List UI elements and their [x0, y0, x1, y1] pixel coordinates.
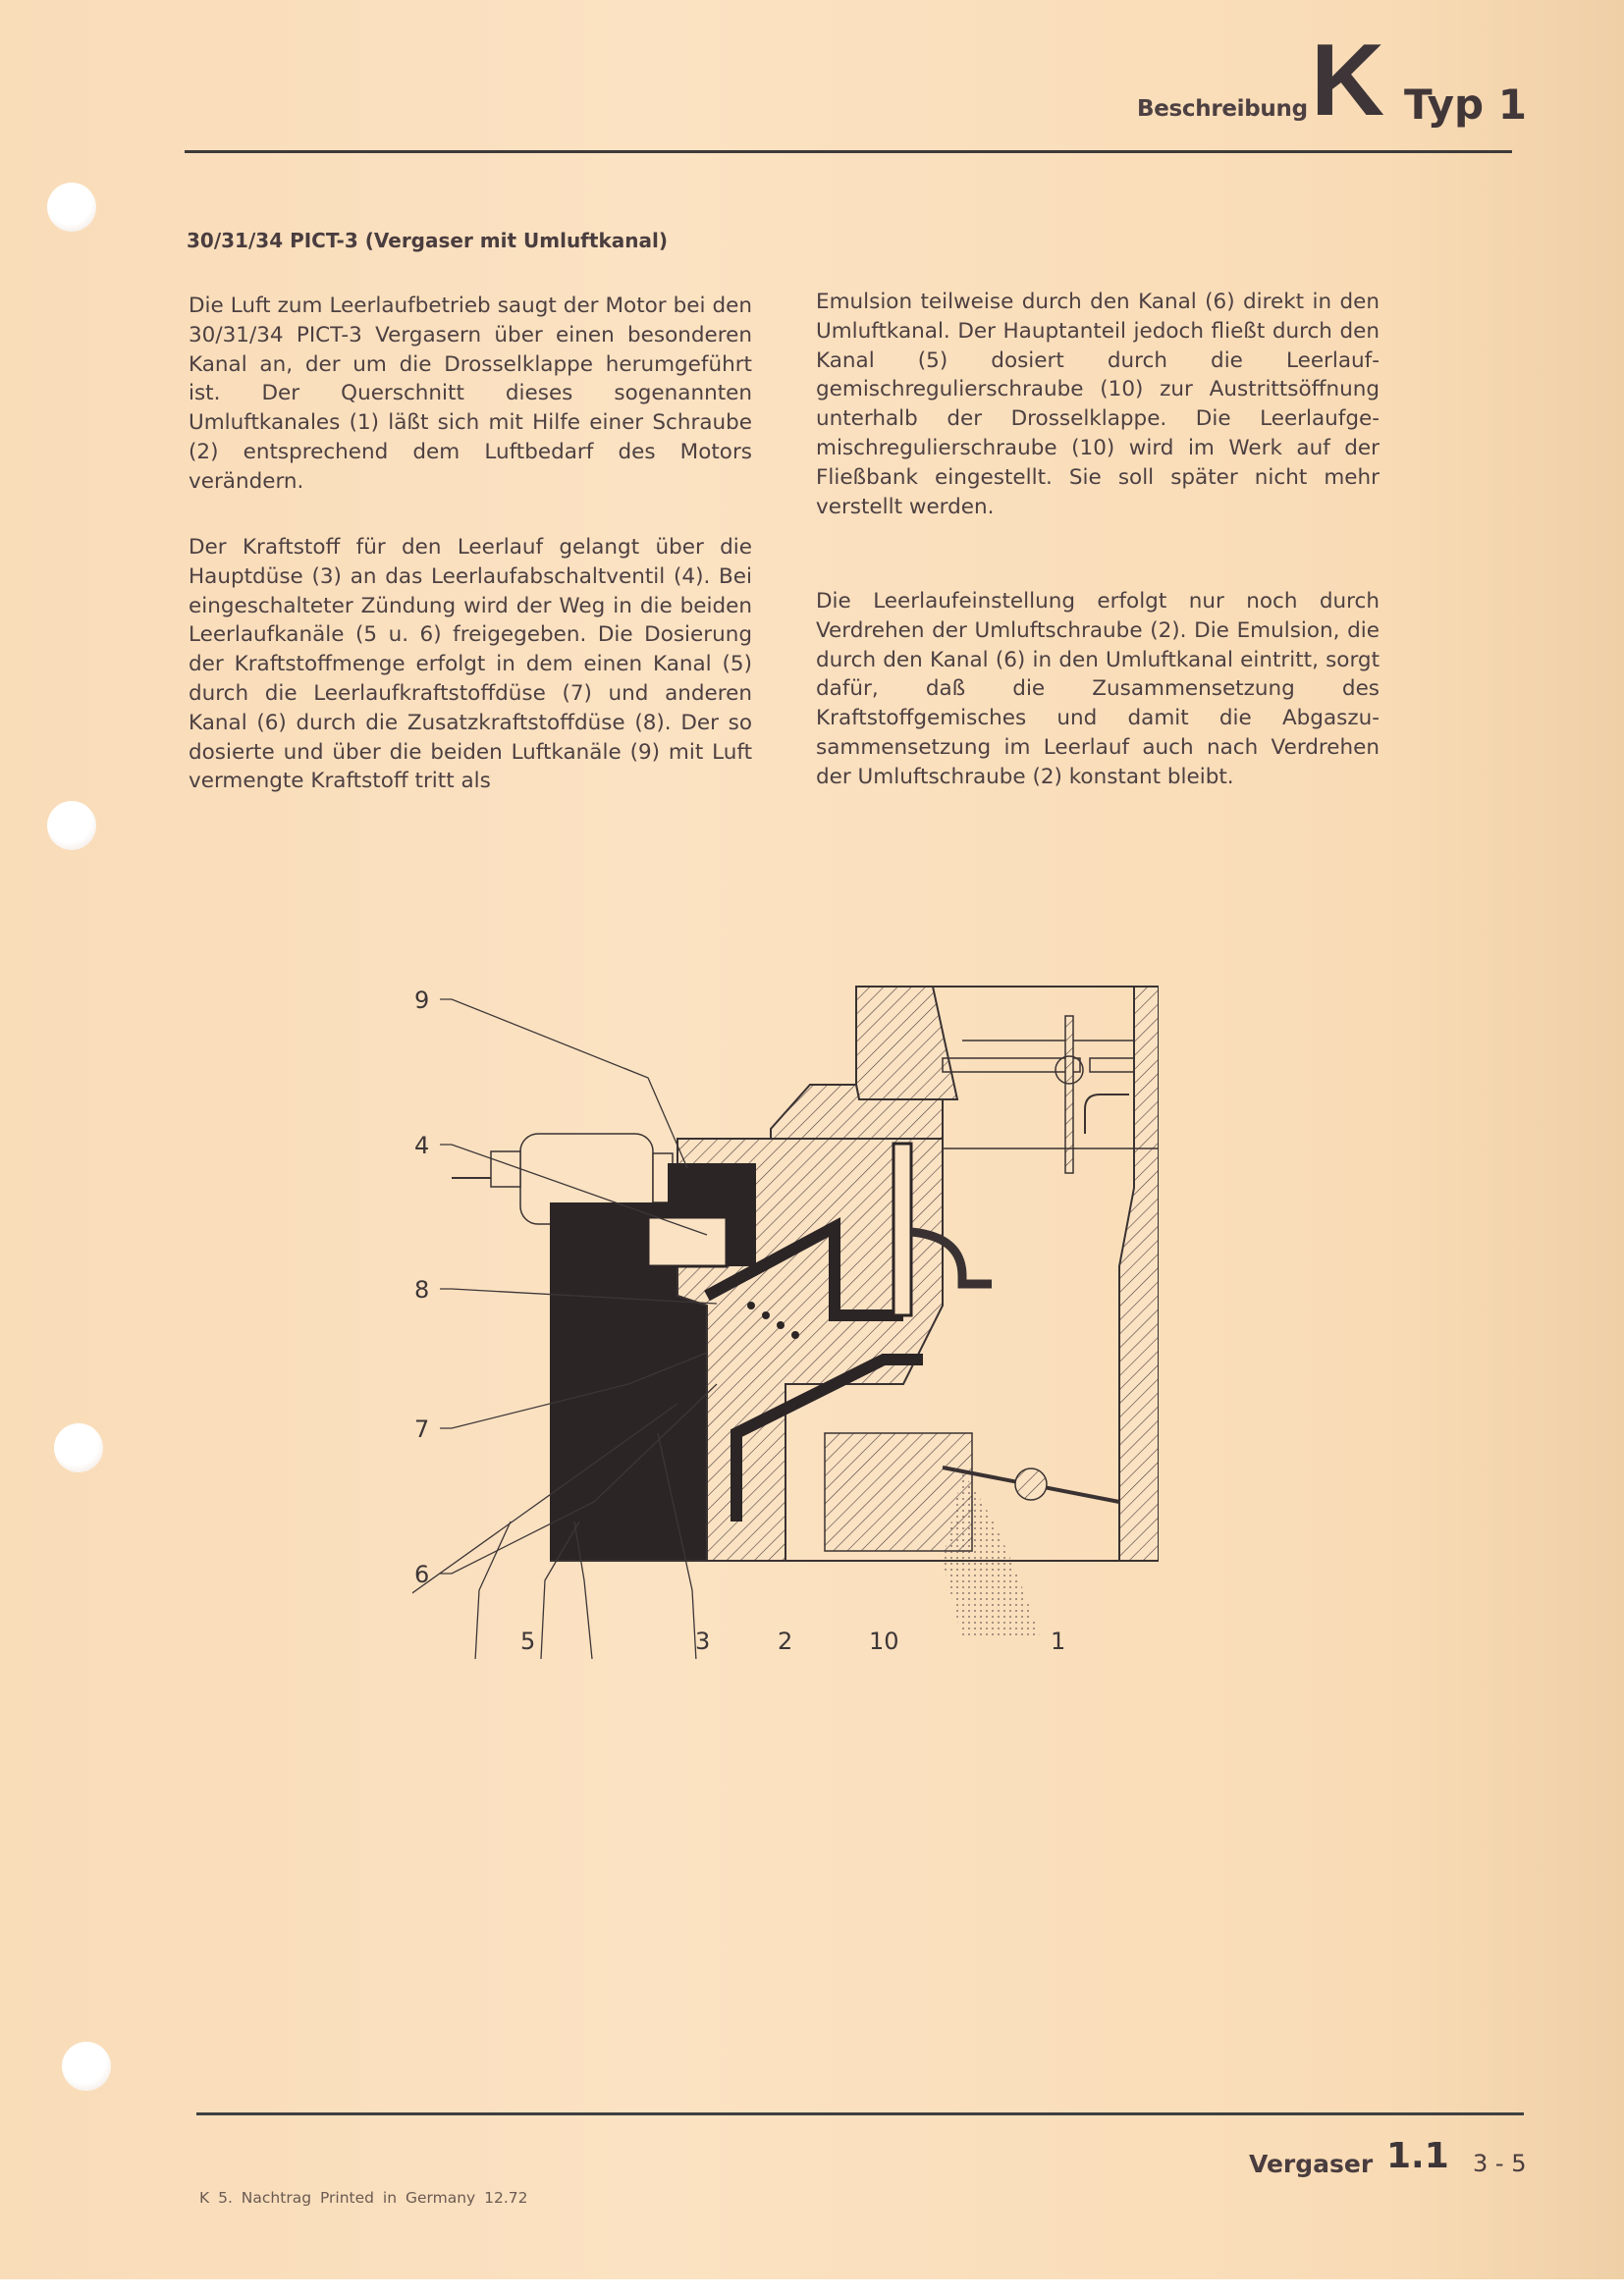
callout-7: 7	[414, 1415, 430, 1443]
left-paragraph-1: Die Luft zum Leerlaufbetrieb saugt der Motor bei den 30/31/34 PICT-3 Vergasern über einen besonderen Kanal an, der um die Drosselklappe herumgeführt ist. Der Querschnitt dieses sogenannten Umluftkanales (1) läßt sich mit Hilfe einer Schraube (2) entsprechend dem Luftbedarf des Motors verändern.	[189, 294, 752, 494]
header-vehicle-type: Typ 1	[1404, 80, 1527, 129]
punch-hole-4	[62, 2042, 111, 2091]
header-rule	[185, 150, 1512, 153]
right-paragraph-2: Die Leerlaufeinstellung erfolgt nur noch durch Verdrehen der Umluftschraube (2). Die Emulsion, die durch den Kanal (6) in den Umluftkanal eintritt, sorgt dafür, daß die Zusammensetzung des Kraftstoffgemisches und damit die Abgaszusammensetzung im Leerlauf auch nach Verdrehen der Umluftschraube (2) konstant bleibt.	[816, 589, 1380, 789]
footer-page-number: 3 - 5	[1473, 2150, 1527, 2177]
header-section-label: Beschreibung	[1137, 96, 1308, 122]
footer-section-label: Vergaser	[1249, 2150, 1374, 2178]
callout-5: 5	[520, 1628, 536, 1655]
punch-hole-2	[47, 801, 96, 850]
callout-4: 4	[414, 1132, 430, 1159]
callout-1: 1	[1051, 1628, 1066, 1655]
callout-6: 6	[414, 1561, 430, 1588]
punch-hole-1	[47, 183, 96, 232]
left-paragraph-2: Der Kraftstoff für den Leerlauf gelangt über die Hauptdüse (3) an das Leerlaufabschaltventil (4). Bei eingeschalteter Zündung wird der Weg in die beiden Leerlaufkanäle (5 u. 6) freigegeben. Die Dosierung der Kraftstoffmenge erfolgt in dem einen Kanal (5) durch die Leerlaufkraftstoffdüse (7) und anderen Kanal (6) durch die Zusatzkraftstoffdüse (8). Der so dosierte und über die beiden Luftkanäle (9) mit Luft vermengte Kraftstoff tritt als	[189, 535, 752, 794]
callout-10: 10	[869, 1628, 899, 1655]
footer-rule	[196, 2112, 1524, 2115]
callout-8: 8	[414, 1276, 430, 1304]
header-chapter-letter: K	[1311, 24, 1385, 137]
footer-imprint: K 5. Nachtrag Printed in Germany 12.72	[199, 2189, 528, 2207]
section-title: 30/31/34 PICT-3 (Vergaser mit Umluftkanal)	[187, 229, 668, 252]
callout-9: 9	[414, 987, 430, 1014]
figure-bottom-callouts	[491, 1610, 1119, 1669]
carburetor-cross-section-figure	[412, 972, 1159, 1659]
punch-hole-3	[54, 1423, 103, 1472]
callout-2: 2	[778, 1628, 793, 1655]
callout-3: 3	[695, 1628, 711, 1655]
right-paragraph-1: Emulsion teilweise durch den Kanal (6) direkt in den Umluftkanal. Der Hauptanteil jedoch fließt durch den Kanal (5) dosiert durch die Leerlaufgemischregulierschraube (10) zur Austrittsöffnung unterhalb der Drosselklappe. Die Leerlaufgemischregulierschraube (10) wird im Werk auf der Fließbank eingestellt. Sie soll später nicht mehr verstellt werden.	[816, 290, 1380, 519]
footer-section-number: 1.1	[1386, 2136, 1449, 2176]
